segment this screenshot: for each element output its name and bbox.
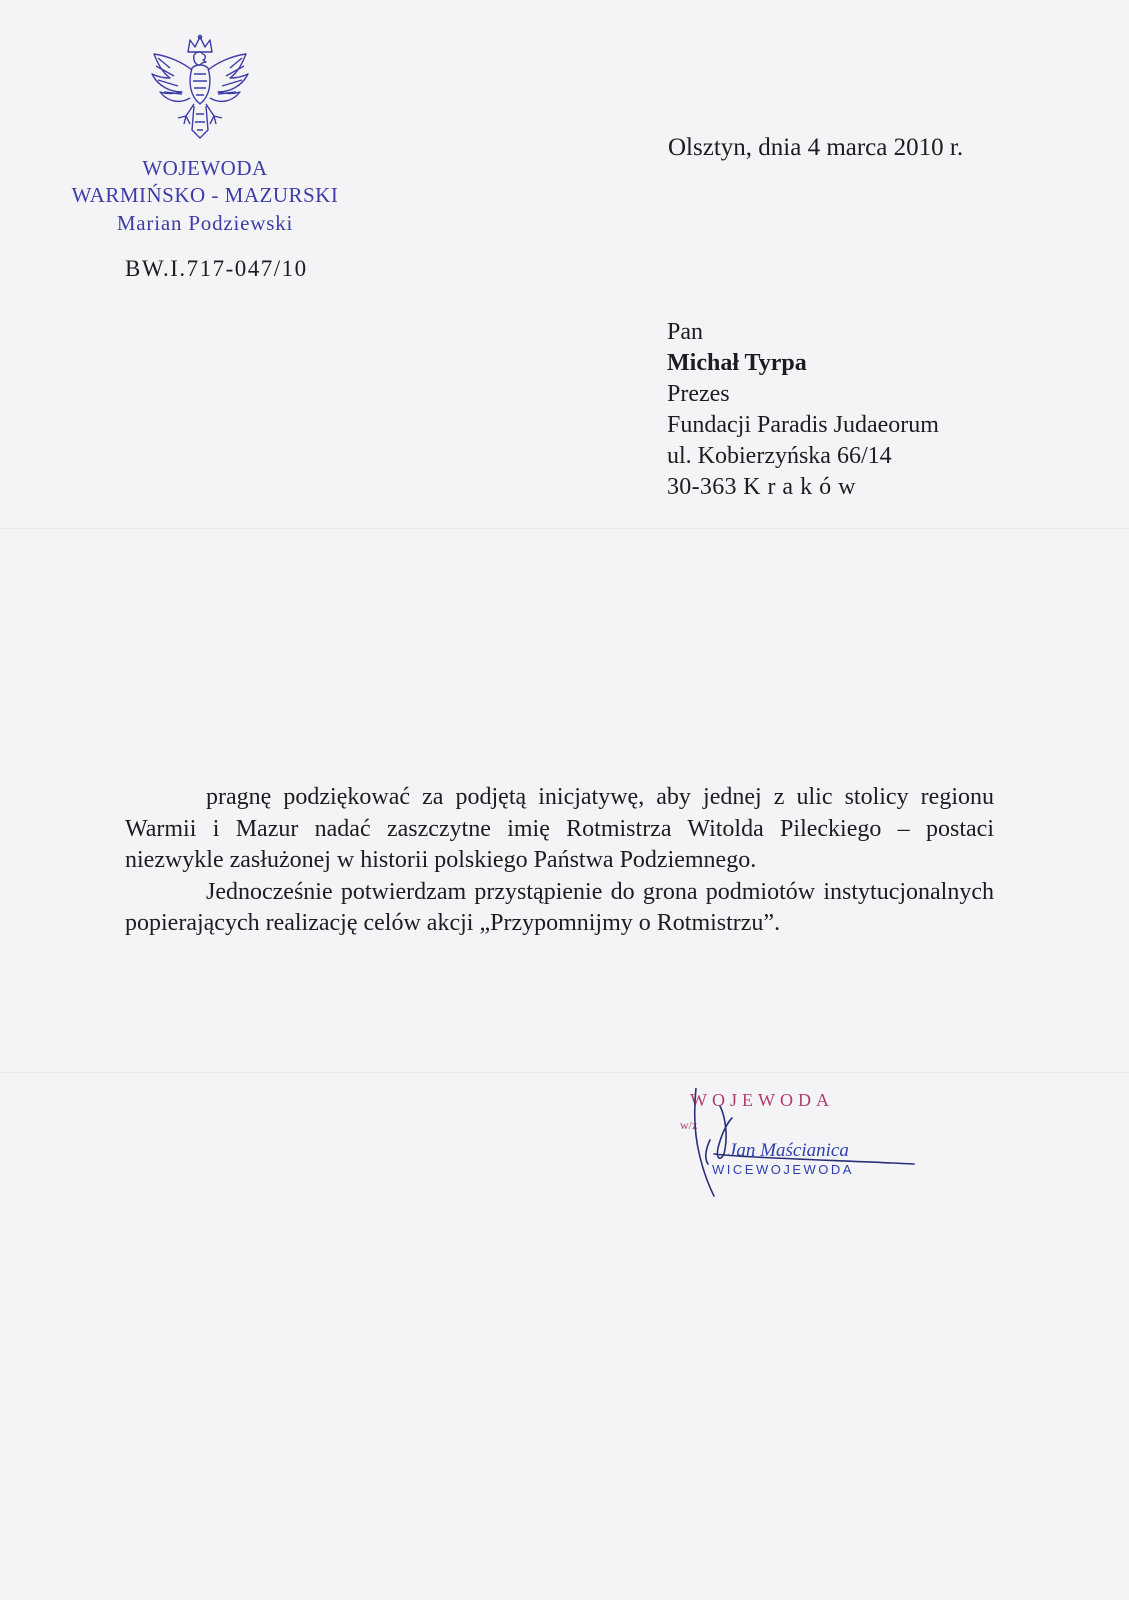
body-paragraph: Jednocześnie potwierdzam przystąpienie do grona podmiotów instytucjonalnych popierających realizację celów akcji „Przypomnijmy o Rotmistrzu”.: [125, 878, 994, 936]
recipient-title: Prezes: [667, 381, 730, 407]
recipient-name: Michał Tyrpa: [667, 350, 807, 376]
letter-body: [125, 782, 994, 940]
recipient-salutation: Pan: [667, 319, 703, 345]
signature-stamp: [680, 1088, 940, 1208]
recipient-city: Kraków: [743, 474, 863, 500]
recipient-city-line: [667, 474, 862, 501]
date-line: Olsztyn, dnia 4 marca 2010 r.: [668, 134, 964, 161]
paper-fold-line: [0, 1072, 1129, 1074]
letterhead-region: WARMIŃSKO - MAZURSKI: [71, 183, 339, 207]
reference-number: BW.I.717-047/10: [125, 256, 308, 281]
recipient-organization: Fundacji Paradis Judaeorum: [667, 412, 939, 438]
letterhead-title: WOJEWODA: [142, 156, 268, 180]
paper-fold-line: [0, 528, 1129, 530]
stamp-prefix: w/z: [680, 1118, 698, 1132]
eagle-emblem-icon: [148, 34, 252, 142]
recipient-street: ul. Kobierzyńska 66/14: [667, 443, 892, 469]
recipient-postal-code: 30-363: [667, 474, 737, 500]
stamp-name: Jan Maścianica: [728, 1140, 849, 1161]
stamp-role: WICEWOJEWODA: [712, 1162, 854, 1177]
letterhead-name: Marian Podziewski: [116, 211, 294, 235]
stamp-title: WOJEWODA: [690, 1090, 834, 1110]
handwritten-signature-icon: [680, 1088, 940, 1208]
body-paragraph: pragnę podziękować za podjętą inicjatywę, aby jednej z ulic stolicy regionu Warmii i Mazur nadać zaszczytne imię Rotmistrza Witolda Pileckiego – postaci niezwykle zasłużonej w historii polskiego Państwa Podziemnego.: [125, 784, 994, 873]
